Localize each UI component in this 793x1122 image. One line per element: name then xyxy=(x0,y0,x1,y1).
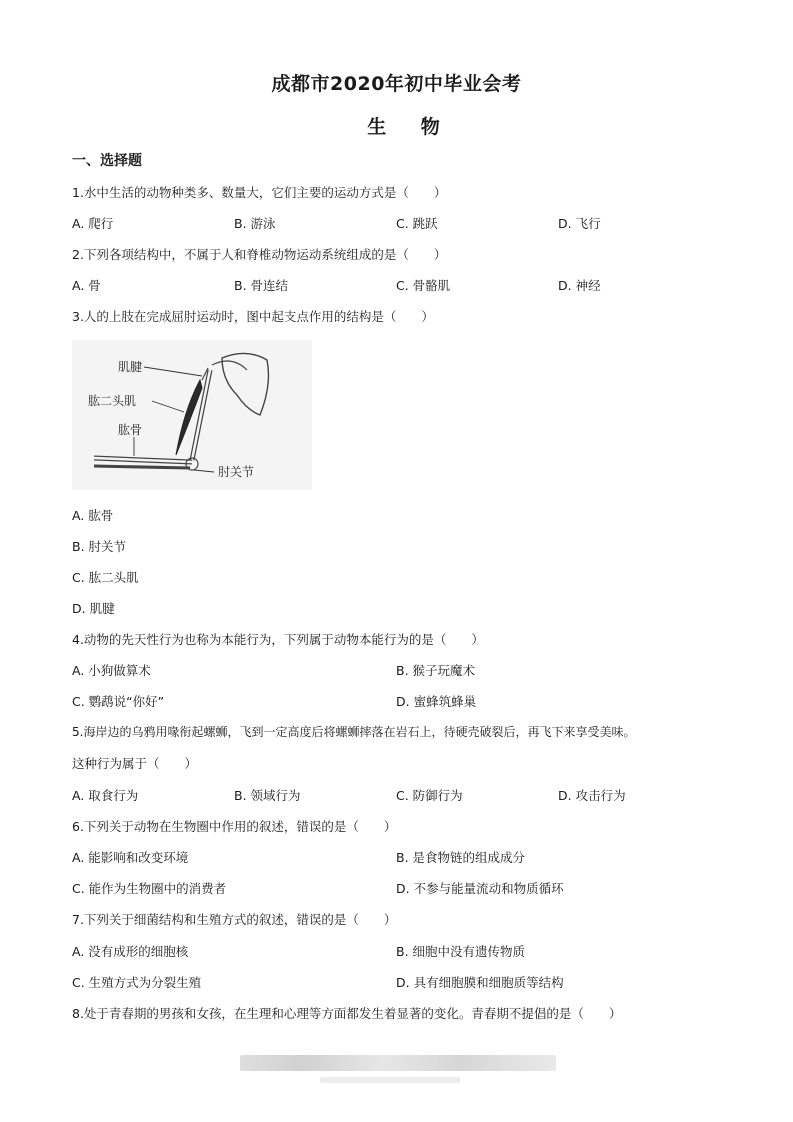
label-elbow-joint: 肘关节 xyxy=(218,465,255,479)
label-humerus: 肱骨 xyxy=(118,423,143,437)
arm-diagram-svg xyxy=(72,340,312,490)
question-5-stem-continued: 这种行为属于（ ） xyxy=(72,756,198,771)
question-3-stem: 3.人的上肢在完成屈肘运动时，图中起支点作用的结构是（ ） xyxy=(72,309,434,324)
question-7-option-b: B. 细胞中没有遗传物质 xyxy=(396,944,526,959)
question-2-option-d: D. 神经 xyxy=(558,278,601,293)
question-2-option-c: C. 骨骼肌 xyxy=(396,278,451,293)
question-6-option-c: C. 能作为生物圈中的消费者 xyxy=(72,881,227,896)
label-tendon: 肌腱 xyxy=(118,360,143,374)
question-6-option-a: A. 能影响和改变环境 xyxy=(72,850,189,865)
arm-muscle-diagram xyxy=(72,340,312,490)
question-2-stem: 2.下列各项结构中，不属于人和脊椎动物运动系统组成的是（ ） xyxy=(72,247,447,262)
question-4-option-c: C. 鹦鹉说“你好” xyxy=(72,694,165,709)
exam-title: 成都市2020年初中毕业会考 xyxy=(271,73,522,95)
question-4-stem: 4.动物的先天性行为也称为本能行为，下列属于动物本能行为的是（ ） xyxy=(72,632,484,647)
question-2-option-a: A. 骨 xyxy=(72,278,101,293)
label-biceps: 肱二头肌 xyxy=(88,394,137,408)
forearm-ulna xyxy=(94,466,190,468)
question-7-option-a: A. 没有成形的细胞核 xyxy=(72,944,189,959)
question-3-option-c: C. 肱二头肌 xyxy=(72,570,139,585)
question-3-option-b: B. 肘关节 xyxy=(72,539,127,554)
question-4-option-b: B. 猴子玩魔术 xyxy=(396,663,476,678)
question-5-option-b: B. 领域行为 xyxy=(234,788,301,803)
question-2-option-b: B. 骨连结 xyxy=(234,278,289,293)
question-5-stem: 5.海岸边的乌鸦用喙衔起螺蛳，飞到一定高度后将螺蛳摔落在岩石上，待硬壳破裂后，再飞下来享受美味。 xyxy=(72,725,636,739)
question-1-option-a: A. 爬行 xyxy=(72,216,114,231)
question-7-option-c: C. 生殖方式为分裂生殖 xyxy=(72,975,202,990)
exam-subject: 生 物 xyxy=(367,116,454,138)
question-7-stem: 7.下列关于细菌结构和生殖方式的叙述，错误的是（ ） xyxy=(72,912,397,927)
question-6-option-d: D. 不参与能量流动和物质循环 xyxy=(396,881,564,896)
question-4-option-d: D. 蜜蜂筑蜂巢 xyxy=(396,694,477,709)
question-1-stem: 1.水中生活的动物种类多、数量大，它们主要的运动方式是（ ） xyxy=(72,185,447,200)
question-4-option-a: A. 小狗做算术 xyxy=(72,663,151,678)
question-1-option-d: D. 飞行 xyxy=(558,216,601,231)
question-6-stem: 6.下列关于动物在生物圈中作用的叙述，错误的是（ ） xyxy=(72,819,397,834)
blurred-footer xyxy=(240,1055,556,1071)
question-6-option-b: B. 是食物链的组成成分 xyxy=(396,850,526,865)
question-3-option-a: A. 肱骨 xyxy=(72,508,114,523)
question-5-option-d: D. 攻击行为 xyxy=(558,788,626,803)
section-heading: 一、选择题 xyxy=(72,153,142,169)
question-1-option-c: C. 跳跃 xyxy=(396,216,438,231)
question-8-stem: 8.处于青春期的男孩和女孩，在生理和心理等方面都发生着显著的变化。青春期不提倡的是（ ） xyxy=(72,1006,622,1021)
question-7-option-d: D. 具有细胞膜和细胞质等结构 xyxy=(396,975,564,990)
question-5-option-a: A. 取食行为 xyxy=(72,788,139,803)
blurred-footer-secondary xyxy=(320,1077,460,1083)
question-1-option-b: B. 游泳 xyxy=(234,216,276,231)
question-3-option-d: D. 肌腱 xyxy=(72,601,115,616)
question-5-option-c: C. 防御行为 xyxy=(396,788,463,803)
